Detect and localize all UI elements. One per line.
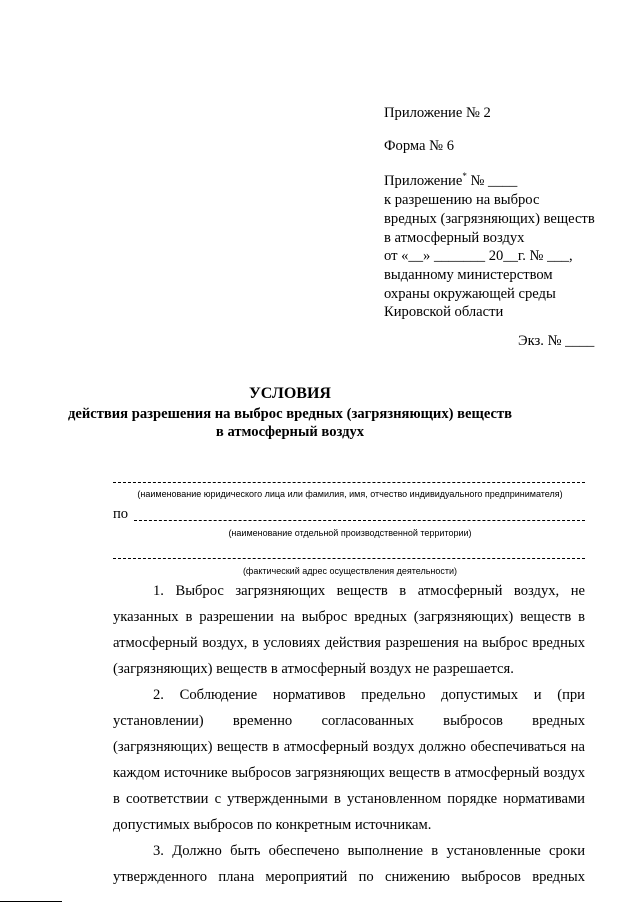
header-line: к разрешению на выброс bbox=[384, 192, 540, 208]
paragraph-line: каждом источнике выбросов загрязняющих веществ в атмосферный воздух bbox=[113, 765, 585, 781]
address-line bbox=[113, 558, 585, 559]
paragraph-3 bbox=[113, 838, 585, 890]
paragraph-line: (загрязняющих) веществ в атмосферный воздух не разрешается. bbox=[113, 661, 514, 677]
address-caption: (фактический адрес осуществления деятельности) bbox=[242, 566, 458, 576]
document-subtitle-line2: в атмосферный воздух bbox=[215, 424, 365, 440]
document-title: УСЛОВИЯ bbox=[249, 385, 331, 402]
header-line: выданному министерством bbox=[384, 267, 553, 283]
paragraph-line: допустимых выбросов по конкретным источникам. bbox=[113, 817, 432, 833]
paragraph-line: (загрязняющих) веществ в атмосферный воздух должно обеспечиваться на bbox=[113, 739, 585, 755]
entity-name-line bbox=[113, 482, 585, 483]
header-line: вредных (загрязняющих) веществ bbox=[384, 211, 595, 227]
attachment-number bbox=[384, 172, 517, 191]
paragraph-line: установлении) временно согласованных выбросов вредных bbox=[113, 713, 585, 729]
po-label: по bbox=[113, 506, 129, 522]
paragraph-line: атмосферный воздух, в условиях действия разрешения на выброс вредных bbox=[113, 635, 585, 651]
attachment-suffix: № ____ bbox=[466, 173, 518, 189]
paragraph-1 bbox=[113, 578, 585, 682]
paragraph-line: 1. Выброс загрязняющих веществ в атмосферный воздух, не bbox=[153, 583, 585, 599]
paragraph-2 bbox=[113, 682, 585, 838]
attachment-footnote-mark: * bbox=[462, 171, 467, 182]
paragraph-line: утвержденного плана мероприятий по снижению выбросов вредных bbox=[113, 869, 585, 885]
entity-name-caption: (наименование юридического лица или фамилия, имя, отчество индивидуального предпринимателя) bbox=[137, 489, 563, 499]
territory-line bbox=[134, 520, 585, 521]
appendix-number: Приложение № 2 bbox=[384, 105, 491, 121]
paragraph-line: 2. Соблюдение нормативов предельно допустимых и (при bbox=[153, 687, 585, 703]
form-number: Форма № 6 bbox=[384, 138, 455, 154]
attachment-prefix: Приложение bbox=[384, 173, 463, 189]
paragraph-line: 3. Должно быть обеспечено выполнение в установленные сроки bbox=[153, 843, 585, 859]
header-line: от «__» _______ 20__г. № ___, bbox=[384, 248, 573, 264]
header-line: Кировской области bbox=[384, 304, 504, 320]
header-line: в атмосферный воздух bbox=[384, 230, 525, 246]
paragraph-line: указанных в разрешении на выброс вредных (загрязняющих) веществ в bbox=[113, 609, 585, 625]
document-subtitle: действия разрешения на выброс вредных (загрязняющих) веществ bbox=[67, 406, 513, 422]
paragraph-line: в соответствии с утвержденными в установленном порядке нормативами bbox=[113, 791, 585, 807]
footnote-separator bbox=[0, 901, 62, 902]
territory-caption: (наименование отдельной производственной территории) bbox=[228, 528, 472, 538]
header-line: охраны окружающей среды bbox=[384, 286, 556, 302]
copy-number: Экз. № ____ bbox=[518, 333, 595, 349]
